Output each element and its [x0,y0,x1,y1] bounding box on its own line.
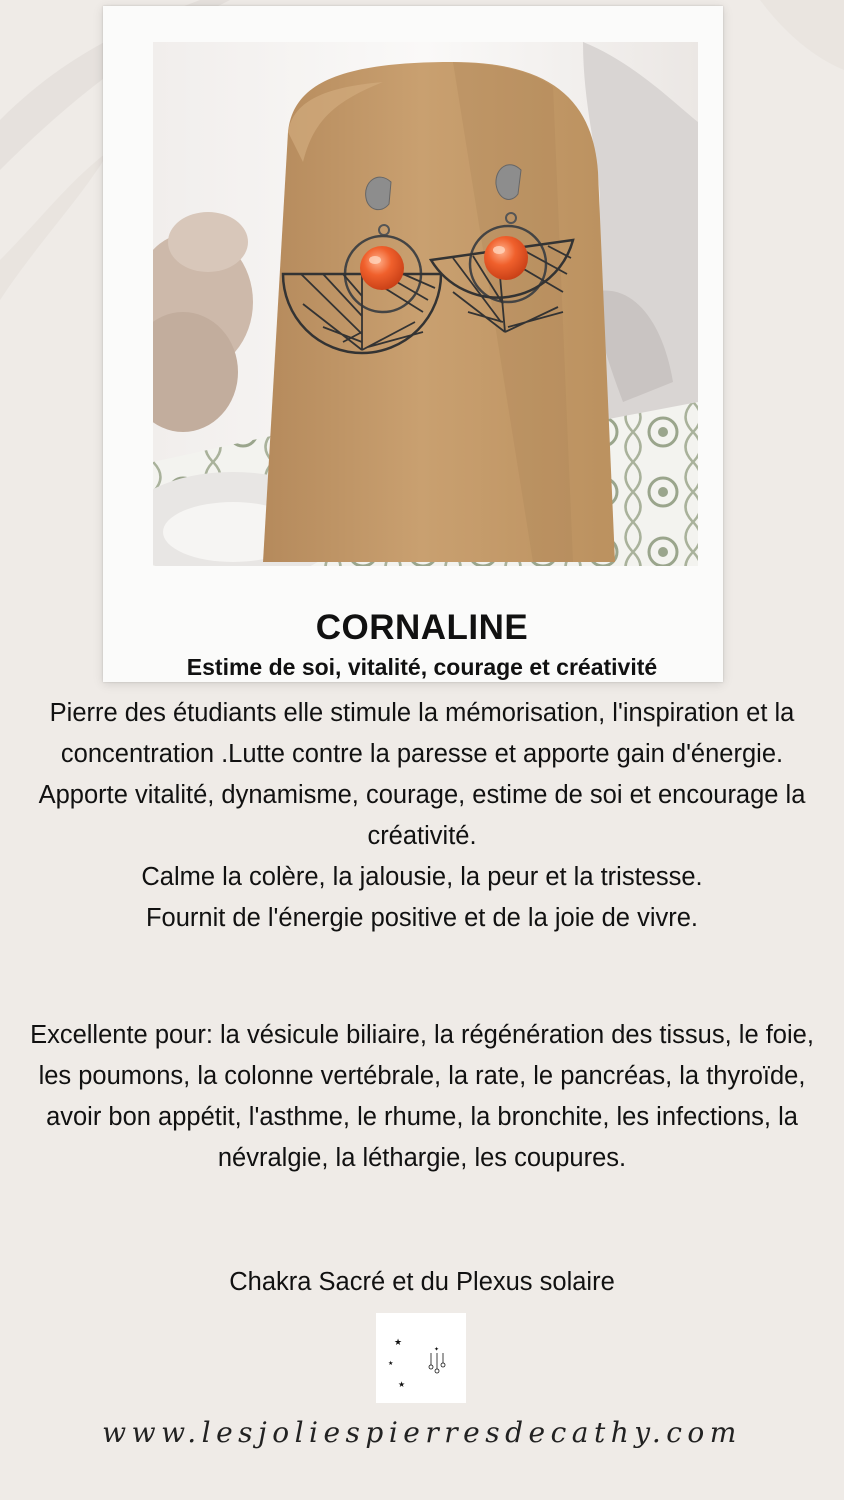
stone-chakra: Chakra Sacré et du Plexus solaire [229,1268,615,1296]
polaroid-frame [103,6,723,682]
svg-text:✦: ✦ [434,1346,440,1353]
stone-title: CORNALINE [315,608,529,647]
website-url: www.lesjoliespierresdecathy.com [102,1416,742,1449]
stone-subtitle: Estime de soi, vitalité, courage et créativité [186,654,658,680]
description-paragraph: Fournit de l'énergie positive et de la joie de vivre. [145,904,698,932]
brand-logo [376,1313,466,1403]
description-paragraph: Pierre des étudiants elle stimule la mémorisation, l'inspiration et la concentration .Lutte contre la paresse et apporte gain d'énergie. [49,699,795,768]
stone-benefits: Excellente pour: la vésicule biliaire, la régénération des tissus, le foie, les poumons, la colonne vertébrale, la rate, le pancréas, la thyroïde, avoir bon appétit, l'asthme, le rhume, la bronchite, les infections, la névralgie, la léthargie, les coupures. [30,1021,814,1172]
earrings-photo-illustration [153,42,698,566]
product-photo [153,42,698,566]
description-paragraph: Calme la colère, la jalousie, la peur et la tristesse. [141,863,703,891]
moon-logo-icon [376,1313,466,1403]
svg-text:★: ★ [394,1338,403,1348]
svg-text:★: ★ [388,1360,394,1367]
stone-description [22,693,822,939]
svg-text:★: ★ [398,1380,406,1389]
description-paragraph: Apporte vitalité, dynamisme, courage, estime de soi et encourage la créativité. [38,781,806,850]
